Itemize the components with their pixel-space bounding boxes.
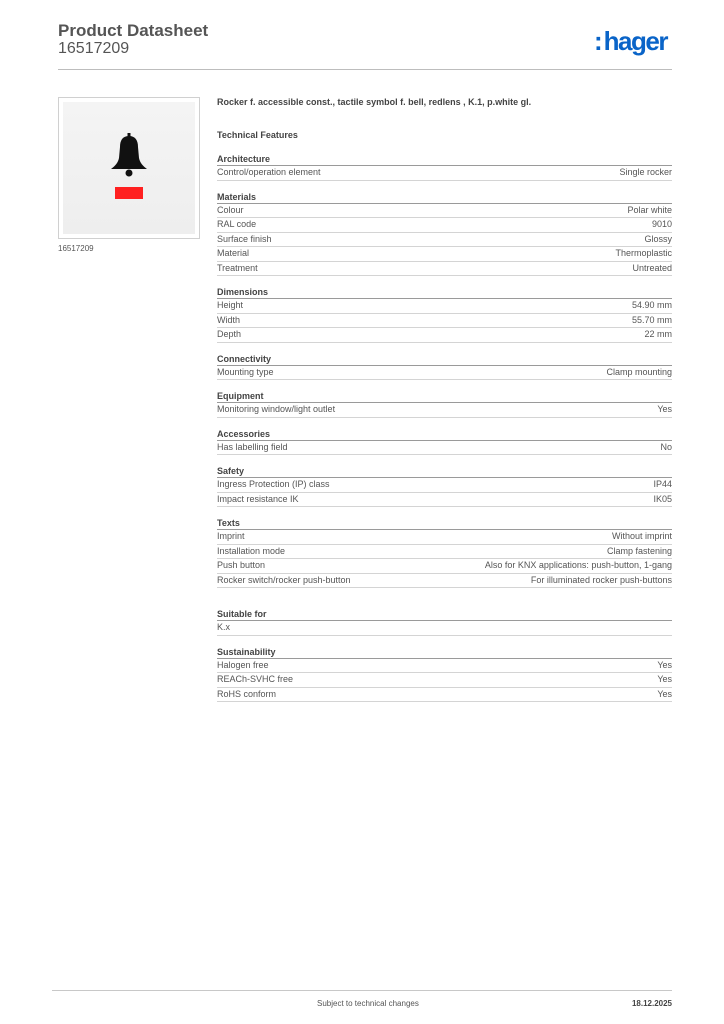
row-value: Glossy [644, 233, 672, 244]
table-row [217, 233, 672, 248]
section-title: Architecture [217, 153, 672, 166]
section-title: Suitable for [217, 608, 672, 621]
row-label: Monitoring window/light outlet [217, 404, 336, 414]
row-label: Height [217, 300, 244, 310]
row-value: Yes [657, 659, 672, 670]
section-title: Safety [217, 465, 672, 478]
table-row [217, 545, 672, 560]
row-label: RoHS conform [217, 688, 277, 699]
row-label: Push button [217, 560, 266, 570]
technical-features-heading: Technical Features [217, 130, 298, 140]
table-row [217, 262, 672, 277]
product-image [63, 102, 195, 234]
table-row [217, 621, 672, 636]
footer-note: Subject to technical changes [317, 999, 419, 1008]
section-connectivity [217, 353, 672, 381]
section-suitable-for [217, 608, 672, 636]
bell-icon [111, 133, 147, 177]
table-row [217, 403, 672, 418]
section-title: Sustainability [217, 646, 672, 659]
row-label: Width [217, 314, 241, 325]
red-lens [115, 187, 143, 199]
section-sustainability [217, 646, 672, 703]
table-row [217, 247, 672, 262]
section-title: Accessories [217, 428, 672, 441]
table-row [217, 299, 672, 314]
table-row [217, 559, 672, 574]
table-row [217, 166, 672, 181]
table-row [217, 441, 672, 456]
table-row [217, 688, 672, 703]
datasheet-content [217, 96, 672, 712]
row-label: REACh-SVHC free [217, 674, 294, 684]
section-accessories [217, 428, 672, 456]
section-title: Equipment [217, 390, 672, 403]
section-title: Connectivity [217, 353, 672, 366]
row-label: Rocker switch/rocker push-button [217, 574, 351, 585]
row-value: IK05 [653, 493, 672, 504]
row-value: Yes [657, 404, 672, 414]
table-row [217, 673, 672, 688]
section-architecture [217, 153, 672, 181]
row-label: Impact resistance IK [217, 493, 299, 504]
section-title: Materials [217, 191, 672, 204]
row-value: Also for KNX applications: push-button, 1-gang [484, 560, 672, 570]
brand-logo-colon: : [594, 26, 603, 56]
row-label: Material [217, 248, 250, 258]
row-value: 54.90 mm [631, 300, 672, 310]
row-value: 55.70 mm [631, 314, 672, 325]
table-row [217, 478, 672, 493]
row-label: Colour [217, 204, 244, 215]
product-description: Rocker f. accessible const., tactile symbol f. bell, redlens , K.1, p.white gl. [217, 97, 532, 107]
row-value: Yes [657, 674, 672, 684]
row-value: Thermoplastic [615, 248, 672, 258]
row-label: Mounting type [217, 366, 274, 377]
section-spacer [217, 598, 672, 608]
row-value: 22 mm [644, 329, 672, 339]
row-value: IP44 [653, 479, 672, 489]
row-value: For illuminated rocker push-buttons [530, 574, 672, 585]
footer-date: 18.12.2025 [631, 999, 672, 1008]
row-label: Halogen free [217, 659, 269, 670]
header-divider [58, 69, 672, 70]
row-label: Treatment [217, 262, 258, 273]
section-title: Texts [217, 517, 672, 530]
brand-logo [594, 26, 667, 56]
product-image-frame [58, 97, 200, 239]
row-value: No [660, 441, 672, 452]
section-texts [217, 517, 672, 588]
row-value: Without imprint [611, 531, 672, 541]
section-materials [217, 191, 672, 277]
row-label: Installation mode [217, 545, 286, 556]
table-row [217, 366, 672, 381]
section-dimensions [217, 286, 672, 343]
table-row [217, 493, 672, 508]
table-row [217, 659, 672, 674]
row-label: Depth [217, 329, 242, 339]
table-row [217, 314, 672, 329]
product-code: 16517209 [58, 40, 130, 57]
table-row [217, 530, 672, 545]
section-safety [217, 465, 672, 507]
section-equipment [217, 390, 672, 418]
row-label: Has labelling field [217, 441, 288, 452]
row-label: Surface finish [217, 233, 272, 244]
row-label: Ingress Protection (IP) class [217, 479, 330, 489]
table-row [217, 204, 672, 219]
row-value: 9010 [651, 219, 672, 229]
page-title: Product Datasheet [58, 21, 209, 40]
table-row [217, 328, 672, 343]
row-label: RAL code [217, 219, 257, 229]
table-row [217, 218, 672, 233]
row-value: Polar white [627, 204, 672, 215]
row-value: Untreated [632, 262, 672, 273]
row-label: Control/operation element [217, 167, 321, 177]
table-row [217, 574, 672, 589]
image-caption: 16517209 [58, 244, 94, 253]
row-value: Single rocker [619, 167, 672, 177]
row-value: Yes [657, 688, 672, 699]
brand-logo-text: hager [603, 26, 667, 56]
row-label: K.x [217, 622, 231, 632]
row-value: Clamp mounting [606, 366, 672, 377]
footer-divider [52, 990, 672, 991]
row-label: Imprint [217, 531, 245, 541]
section-title: Dimensions [217, 286, 672, 299]
row-value: Clamp fastening [606, 545, 672, 556]
